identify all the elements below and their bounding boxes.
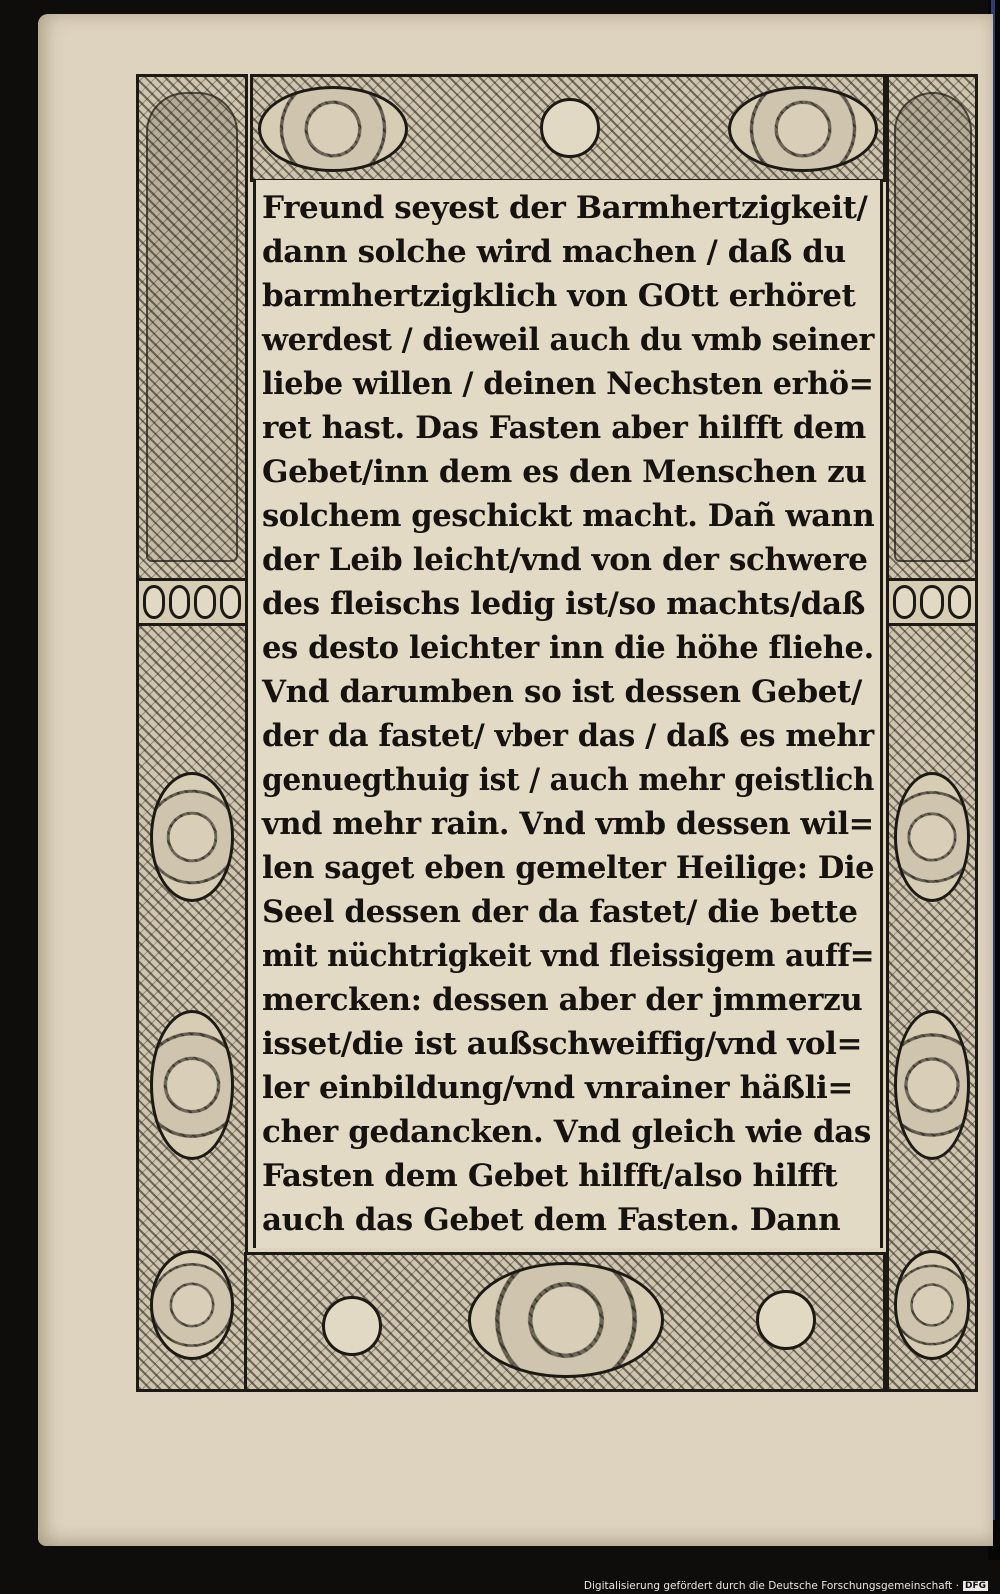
left-medallion-3 [150,1250,234,1360]
text-line: len saget eben gemelter Heilige: Die [262,850,875,886]
text-line: genuegthuig ist / auch mehr geistlich [262,762,875,798]
left-medallion-1 [150,772,234,902]
dfg-credit [584,1580,988,1592]
text-line: Fasten dem Gebet hilfft/also hilfft [262,1158,838,1194]
text-line: liebe willen / deinen Nechsten erhö= [262,366,874,402]
text-line: solchem geschickt macht. Dañ wann [262,498,875,534]
right-medallion-3 [894,1250,970,1360]
left-ornament-rings [139,578,245,626]
text-line: der Leib leicht/vnd von der schwere [262,542,868,578]
text-line: ret hast. Das Fasten aber hilfft dem [262,410,866,446]
text-line: werdest / dieweil auch du vmb seiner [262,322,875,358]
text-line: vnd mehr rain. Vnd vmb dessen wil= [262,806,874,842]
top-right-medallion [728,86,878,172]
right-saint-figure [894,92,972,562]
top-left-medallion [258,86,408,172]
right-ornament-rings [889,578,975,626]
text-line: der da fastet/ vber das / daß es mehr [262,718,874,754]
text-line: isset/die ist außschweiffig/vnd vol= [262,1026,863,1062]
dfg-logo: DFG [964,1581,986,1591]
top-center-rosette [540,98,600,158]
credit-text: Digitalisierung gefördert durch die Deutsche Forschungsgemeinschaft · [583,1580,959,1592]
text-line: barmhertzigklich von GOtt erhöret [262,278,856,314]
text-line: des fleischs ledig ist/so machts/daß [262,586,865,622]
right-medallion-2 [894,1010,970,1160]
text-line: mit nüchtrigkeit vnd fleissigem auff= [262,938,875,974]
text-line: Gebet/inn dem es den Menschen zu [262,454,867,490]
text-line: ler einbildung/vnd vnrainer häßli= [262,1070,853,1106]
bottom-right-rosette [756,1290,816,1350]
left-saint-figure [146,92,238,562]
left-medallion-2 [150,1010,234,1160]
bottom-center-medallion [468,1262,664,1378]
text-line: cher gedancken. Vnd gleich wie das [262,1114,871,1150]
text-line: Vnd darumben so ist dessen Gebet/ [262,674,862,710]
text-line: mercken: dessen aber der jmmerzu [262,982,863,1018]
bottom-left-rosette [322,1296,382,1356]
text-line: Freund seyest der Barmhertzigkeit/ [262,190,868,226]
right-medallion-1 [894,772,970,902]
text-line: auch das Gebet dem Fasten. Dann [262,1202,841,1238]
text-line: dann solche wird machen / daß du [262,234,846,270]
text-line: es desto leichter inn die höhe fliehe. [262,630,874,666]
text-line: Seel dessen der da fastet/ die bette [262,894,858,930]
